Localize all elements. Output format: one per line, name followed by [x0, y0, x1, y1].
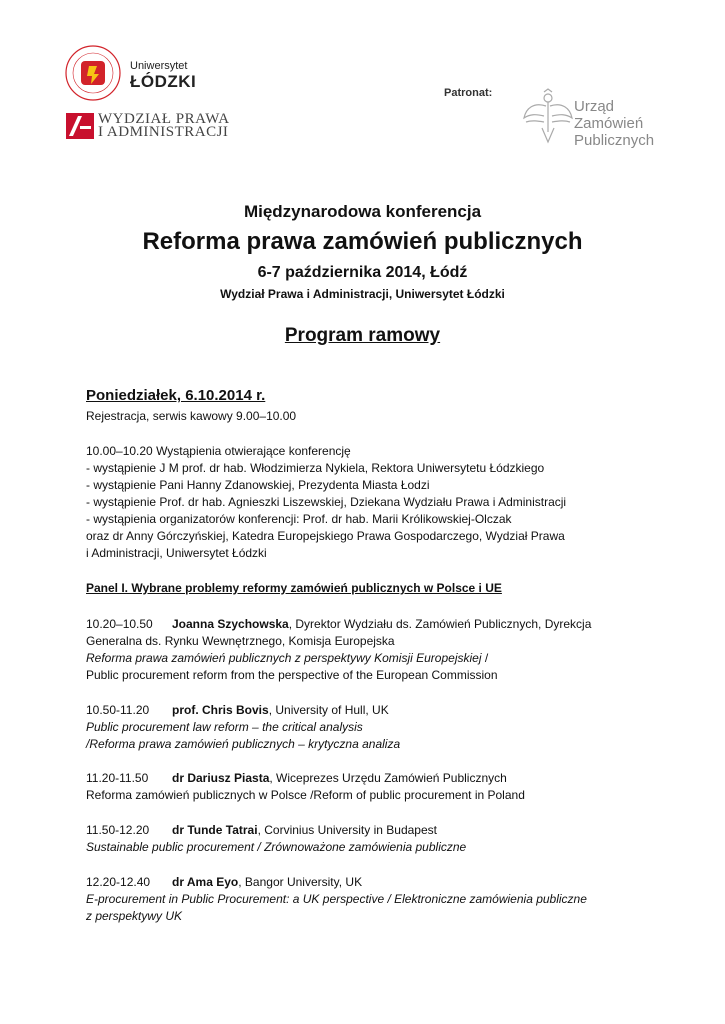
talk-row [86, 823, 437, 838]
patron-line2: Zamówień [574, 115, 644, 132]
talk-affiliation: , Dyrektor Wydziału ds. Zamówień Publicznych, Dyrekcja [288, 617, 592, 631]
opening-item: i Administracji, Uniwersytet Łódzki [86, 546, 267, 560]
talk-affiliation: , University of Hull, UK [268, 703, 389, 717]
registration-line: Rejestracja, serwis kawowy 9.00–10.00 [86, 409, 297, 423]
panel-title: Panel I. Wybrane problemy reformy zamówień publicznych w Polsce i UE [86, 581, 502, 595]
conference-venue: Wydział Prawa i Administracji, Uniwersytet Łódzki [220, 287, 505, 301]
talk-row [86, 875, 362, 890]
opening-item: - wystąpienia organizatorów konferencji: Prof. dr hab. Marii Królikowskiej-Olczak [86, 512, 512, 526]
university-seal-icon [64, 44, 122, 102]
talk-time: 12.20-12.40 [86, 875, 151, 889]
university-name [130, 60, 196, 91]
university-line2: ŁÓDZKI [130, 72, 197, 91]
faculty-name [98, 113, 230, 139]
talk-time: 10.50-11.20 [86, 703, 150, 717]
opening-title: 10.00–10.20 Wystąpienia otwierające konferencję [86, 444, 351, 458]
talk-title-text: Public procurement law reform – the critical analysis [86, 720, 363, 734]
patronage-label: Patronat: [444, 87, 493, 99]
conference-title: Reforma prawa zamówień publicznych [142, 228, 583, 255]
talk-speaker: Joanna Szychowska [172, 617, 289, 631]
opening-item: - wystąpienie Prof. dr hab. Agnieszki Liszewskiej, Dziekana Wydziału Prawa i Administracji [86, 495, 567, 509]
talk-title-row [86, 651, 488, 666]
patron-line3: Publicznych [574, 132, 655, 149]
talk-time: 10.20–10.50 [86, 617, 153, 631]
opening-item: - wystąpienie Pani Hanny Zdanowskiej, Prezydenta Miasta Łodzi [86, 478, 430, 492]
talk-row [86, 771, 507, 786]
conference-kicker: Międzynarodowa konferencja [243, 202, 482, 221]
conference-date: 6-7 października 2014, Łódź [257, 264, 468, 281]
talk-title [86, 720, 363, 735]
faculty-line1: WYDZIAŁ PRAWA [98, 111, 230, 127]
talk-title-separator: / [481, 651, 489, 665]
patron-name [574, 98, 654, 149]
university-line1: Uniwersytet [130, 60, 188, 72]
talk-speaker: dr Tunde Tatrai [172, 823, 258, 837]
talk-title: Reforma prawa zamówień publicznych z perspektywy Komisji Europejskiej [86, 651, 482, 665]
talk-row [86, 703, 389, 718]
program-heading: Program ramowy [284, 325, 441, 346]
day-heading: Poniedziałek, 6.10.2014 r. [86, 387, 266, 404]
talk-title-cont-text: z perspektywy UK [86, 909, 183, 923]
talk-affiliation: , Corvinius University in Budapest [257, 823, 437, 837]
faculty-line2: I ADMINISTRACJI [98, 124, 229, 140]
talk-title-text: Sustainable public procurement / Zrównoważone zamówienia publiczne [86, 840, 467, 854]
patron-line1: Urząd [574, 98, 615, 115]
talk-title [86, 840, 466, 855]
eagle-emblem-icon [520, 88, 576, 146]
faculty-logo-icon [66, 113, 94, 139]
talk-time: 11.20-11.50 [86, 771, 149, 785]
talk-title-cont [86, 909, 182, 924]
talk-time: 11.50-12.20 [86, 823, 150, 837]
talk-title-pl [86, 737, 400, 752]
talk-affiliation-cont: Generalna ds. Rynku Wewnętrznego, Komisja Europejska [86, 634, 395, 648]
talk-affiliation: , Bangor University, UK [238, 875, 363, 889]
opening-item: oraz dr Anny Górczyńskiej, Katedra Europejskiego Prawa Gospodarczego, Wydział Prawa [86, 529, 565, 543]
talk-speaker: dr Ama Eyo [172, 875, 239, 889]
talk-affiliation: , Wiceprezes Urzędu Zamówień Publicznych [269, 771, 507, 785]
talk-title-pl-text: /Reforma prawa zamówień publicznych – krytyczna analiza [86, 737, 401, 751]
talk-speaker: dr Dariusz Piasta [172, 771, 270, 785]
talk-title-text: E-procurement in Public Procurement: a UK perspective / Elektroniczne zamówienia publiczne [86, 892, 587, 906]
talk-title: Reforma zamówień publicznych w Polsce /Reform of public procurement in Poland [86, 788, 525, 802]
opening-item: - wystąpienie J M prof. dr hab. Włodzimierza Nykiela, Rektora Uniwersytetu Łódzkiego [86, 461, 545, 475]
talk-row [86, 617, 591, 632]
talk-speaker: prof. Chris Bovis [172, 703, 269, 717]
talk-title-en: Public procurement reform from the perspective of the European Commission [86, 668, 498, 682]
talk-title [86, 892, 587, 907]
